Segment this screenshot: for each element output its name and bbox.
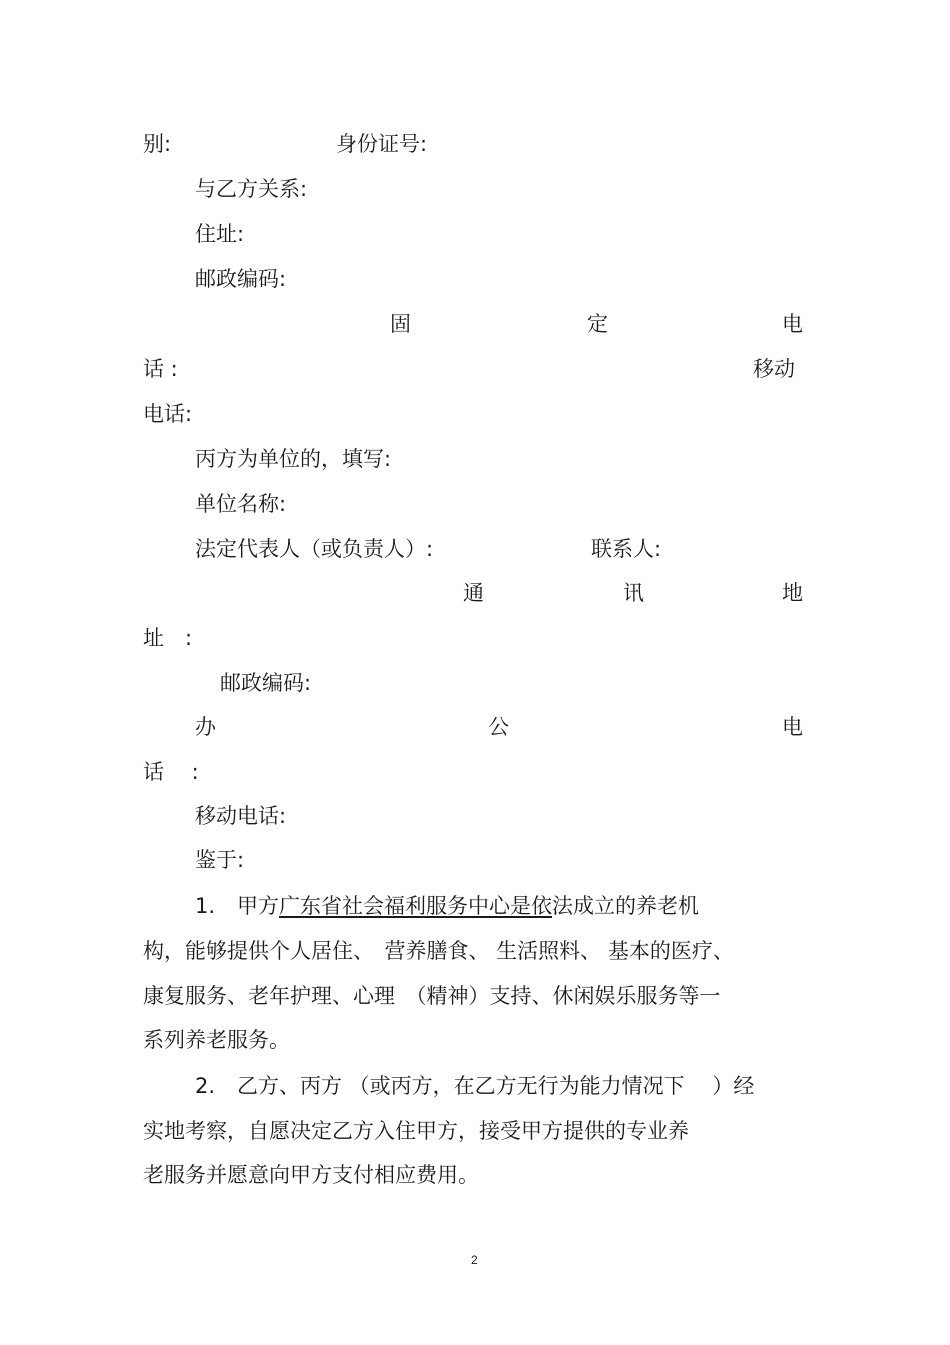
mobile-phone-label-part2: 电话: bbox=[143, 402, 193, 426]
comm-address-char-2: 讯 bbox=[623, 581, 644, 605]
office-phone-char-3: 电 bbox=[782, 715, 803, 739]
mobile-phone-label-part1: 移动 bbox=[753, 357, 795, 381]
address-label: 住址: bbox=[195, 222, 245, 246]
legal-representative-label: 法定代表人（或负责人）: bbox=[195, 537, 434, 561]
comm-address-char-3: 地 bbox=[782, 581, 803, 605]
fixed-phone-char-2: 定 bbox=[587, 312, 608, 336]
id-number-label: 身份证号: bbox=[336, 132, 428, 156]
comm-address-char-1: 通 bbox=[463, 581, 484, 605]
item2-line2: 实地考察，自愿决定乙方入住甲方，接受甲方提供的专业养 bbox=[143, 1119, 689, 1143]
gender-label: 别: bbox=[143, 132, 172, 156]
unit-intro: 丙方为单位的，填写: bbox=[195, 447, 392, 471]
item1-text-start bbox=[237, 893, 699, 919]
office-phone-char-2: 公 bbox=[488, 715, 509, 739]
postcode-label: 邮政编码: bbox=[195, 267, 287, 291]
item2-number: 2. bbox=[195, 1074, 216, 1098]
postcode-label-2: 邮政编码: bbox=[220, 671, 312, 695]
item1-party-a: 甲方 bbox=[237, 894, 279, 918]
page-number: 2 bbox=[471, 1253, 478, 1267]
contact-person-label: 联系人: bbox=[591, 537, 662, 561]
item1-line4: 系列养老服务。 bbox=[143, 1028, 290, 1052]
item1-number: 1. bbox=[195, 894, 216, 918]
fixed-phone-char-1: 固 bbox=[390, 312, 411, 336]
comm-address-char-4: 址 : bbox=[143, 626, 193, 650]
item2-line3: 老服务并愿意向甲方支付相应费用。 bbox=[143, 1163, 479, 1187]
item1-line3: 康复服务、老年护理、心理 （精神）支持、休闲娱乐服务等一 bbox=[143, 984, 721, 1008]
relation-label: 与乙方关系: bbox=[195, 177, 308, 201]
whereas-label: 鉴于: bbox=[195, 848, 245, 872]
mobile-phone-label-2: 移动电话: bbox=[195, 804, 287, 828]
unit-name-label: 单位名称: bbox=[195, 492, 287, 516]
office-phone-char-4: 话 : bbox=[143, 760, 199, 784]
item1-line2: 构，能够提供个人居住、 营养膳食、 生活照料、 基本的医疗、 bbox=[143, 939, 734, 963]
fixed-phone-char-4: 话 : bbox=[143, 357, 178, 381]
item1-text-rest: 法成立的养老机 bbox=[552, 894, 699, 918]
office-phone-char-1: 办 bbox=[195, 715, 216, 739]
fixed-phone-char-3: 电 bbox=[782, 312, 803, 336]
item2-line1: 乙方、丙方 （或丙方，在乙方无行为能力情况下 ）经 bbox=[237, 1074, 755, 1098]
item1-underlined-name: 广东省社会福利服务中心是依 bbox=[279, 894, 552, 918]
